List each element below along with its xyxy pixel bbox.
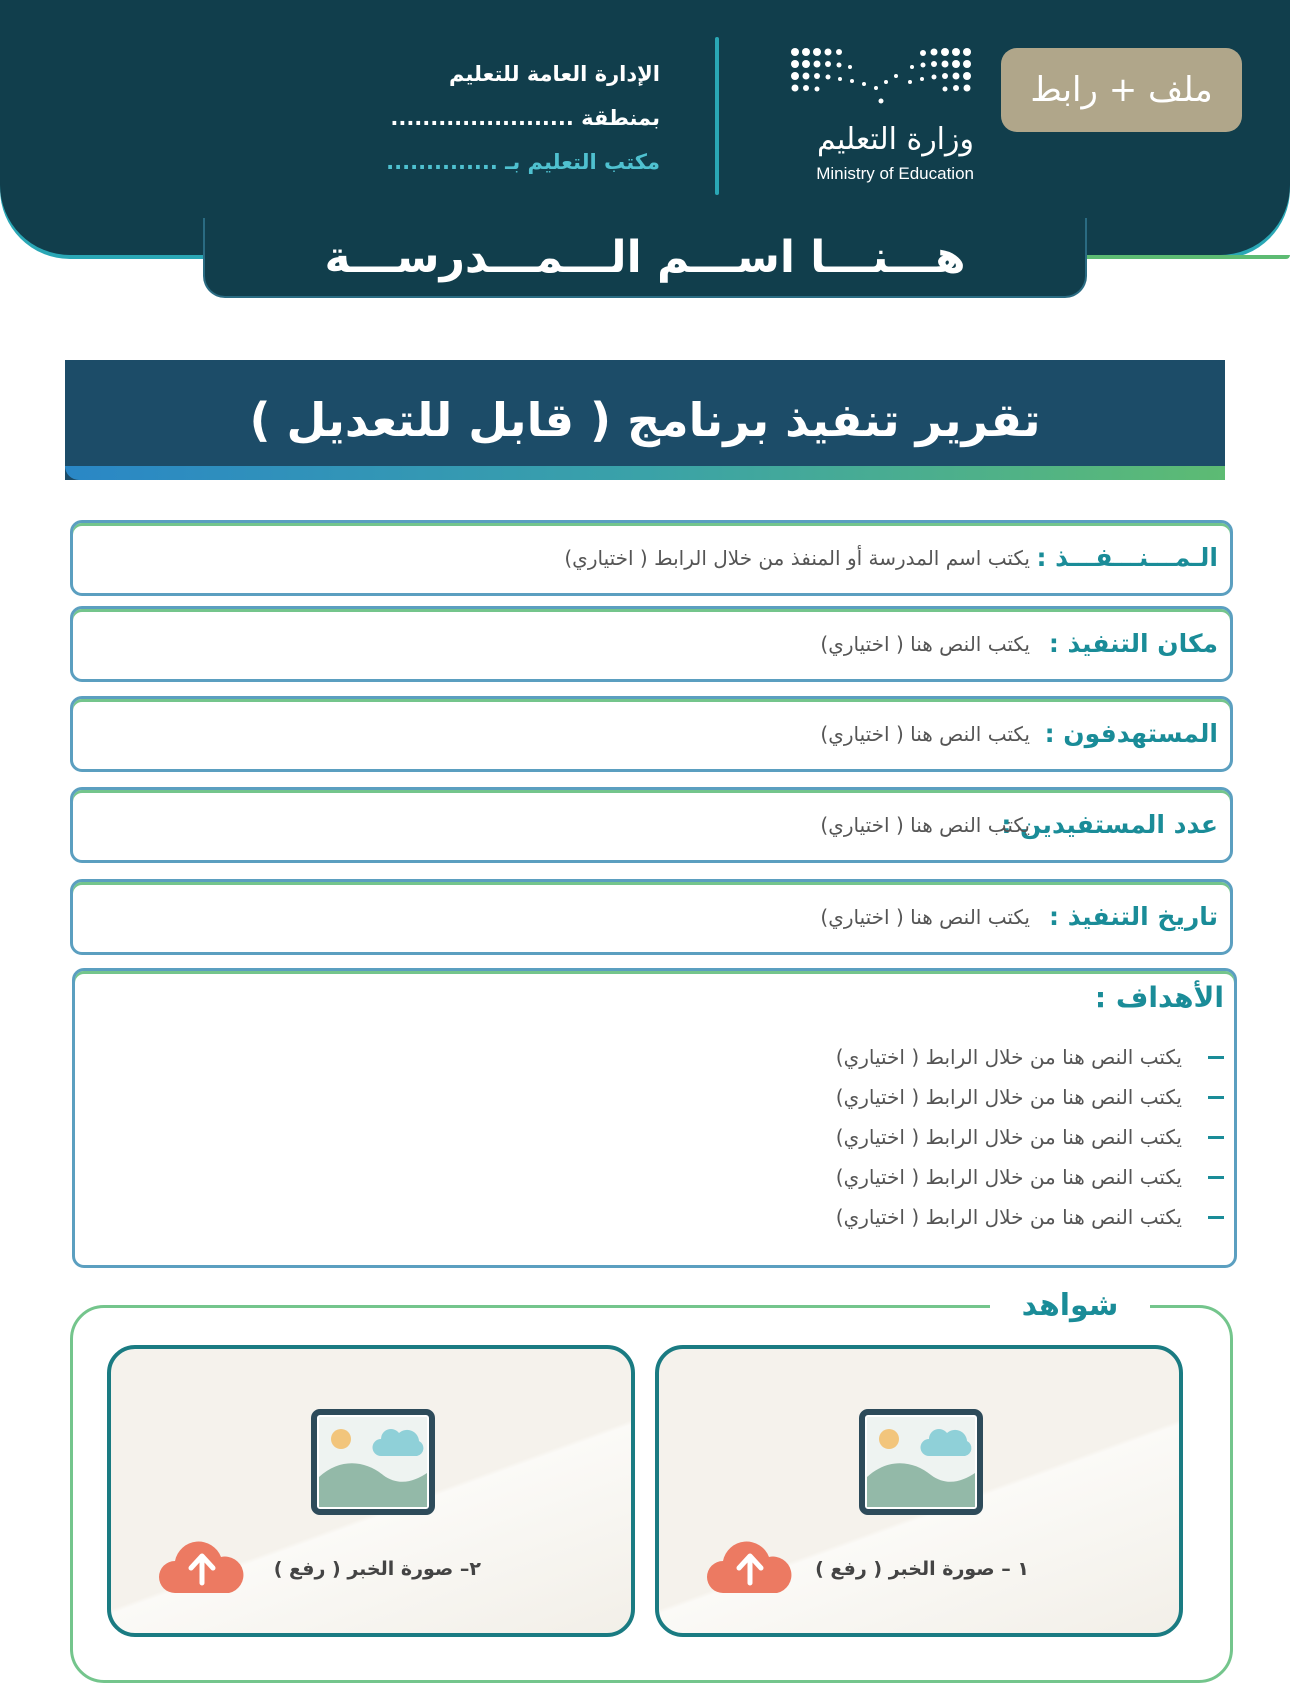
field-targets-label: المستهدفون :	[1044, 719, 1218, 748]
field-beneficiaries-count[interactable]	[70, 787, 1233, 863]
field-location[interactable]	[70, 606, 1233, 682]
goal-text: يكتب النص هنا من خلال الرابط ( اختياري)	[835, 1125, 1182, 1149]
image-placeholder-icon	[311, 1409, 435, 1515]
field-targets-value[interactable]: يكتب النص هنا ( اختياري)	[820, 722, 1030, 746]
header-divider	[715, 37, 719, 195]
field-targets[interactable]	[70, 696, 1233, 772]
goal-text: يكتب النص هنا من خلال الرابط ( اختياري)	[835, 1085, 1182, 1109]
ministry-name-en: Ministry of Education	[816, 164, 974, 183]
goal-item[interactable]	[836, 1037, 1224, 1077]
administration-block	[360, 52, 660, 184]
file-link-button[interactable]: ملف + رابط	[1001, 48, 1242, 132]
evidence-title-wrap	[990, 1280, 1150, 1330]
ministry-logo	[780, 40, 980, 190]
upload-card-1-label: ١ – صورة الخبر ( رفع )	[815, 1558, 1029, 1580]
dash-icon	[1208, 1136, 1224, 1139]
field-beneficiaries-count-label: عدد المستفيدين :	[1001, 810, 1218, 839]
field-executor-value[interactable]: يكتب اسم المدرسة أو المنفذ من خلال الرابط ( اختياري)	[564, 546, 1030, 570]
report-title: تقرير تنفيذ برنامج ( قابل للتعديل )	[65, 360, 1225, 480]
upload-card-2[interactable]	[107, 1345, 635, 1637]
admin-general-label: الإدارة العامة للتعليم	[449, 62, 660, 86]
dash-icon	[1208, 1176, 1224, 1179]
ministry-dots-icon	[790, 46, 972, 114]
dash-icon	[1208, 1056, 1224, 1059]
field-executor[interactable]	[70, 520, 1233, 596]
field-execution-date[interactable]	[70, 879, 1233, 955]
goals-list	[836, 1037, 1224, 1237]
upload-card-1[interactable]	[655, 1345, 1183, 1637]
upload-card-2-label: ٢– صورة الخبر ( رفع )	[273, 1558, 481, 1580]
upload-cloud-icon[interactable]	[157, 1535, 247, 1599]
field-executor-label: الـمـــنـــفـــذ :	[1036, 543, 1218, 572]
field-location-label: مكان التنفيذ :	[1048, 629, 1218, 658]
ministry-name-ar: وزارة التعليم	[816, 122, 974, 157]
field-beneficiaries-count-value[interactable]: يكتب النص هنا ( اختياري)	[820, 813, 1030, 837]
goal-text: يكتب النص هنا من خلال الرابط ( اختياري)	[835, 1045, 1182, 1069]
goal-item[interactable]	[836, 1157, 1224, 1197]
admin-office-label: مكتب التعليم بـ ..............	[386, 150, 660, 174]
dash-icon	[1208, 1096, 1224, 1099]
field-execution-date-label: تاريخ التنفيذ :	[1049, 902, 1218, 931]
header	[0, 0, 1290, 255]
goal-text: يكتب النص هنا من خلال الرابط ( اختياري)	[835, 1165, 1182, 1189]
goal-text: يكتب النص هنا من خلال الرابط ( اختياري)	[835, 1205, 1182, 1229]
upload-cloud-icon[interactable]	[705, 1535, 795, 1599]
title-accent-bar	[65, 466, 1225, 480]
field-execution-date-value[interactable]: يكتب النص هنا ( اختياري)	[820, 905, 1030, 929]
goal-item[interactable]	[836, 1197, 1224, 1237]
goal-item[interactable]	[836, 1077, 1224, 1117]
dash-icon	[1208, 1216, 1224, 1219]
goal-item[interactable]	[836, 1117, 1224, 1157]
goals-title: الأهداف :	[1094, 981, 1224, 1014]
admin-region-label: بمنطقة .......................	[390, 106, 660, 130]
school-name-banner[interactable]: هـــنـــا اســـم الـــمـــدرســـة	[203, 218, 1087, 298]
image-placeholder-icon	[859, 1409, 983, 1515]
field-location-value[interactable]: يكتب النص هنا ( اختياري)	[820, 632, 1030, 656]
goals-box[interactable]	[72, 968, 1237, 1268]
evidence-title: شواهد	[1021, 1287, 1119, 1323]
